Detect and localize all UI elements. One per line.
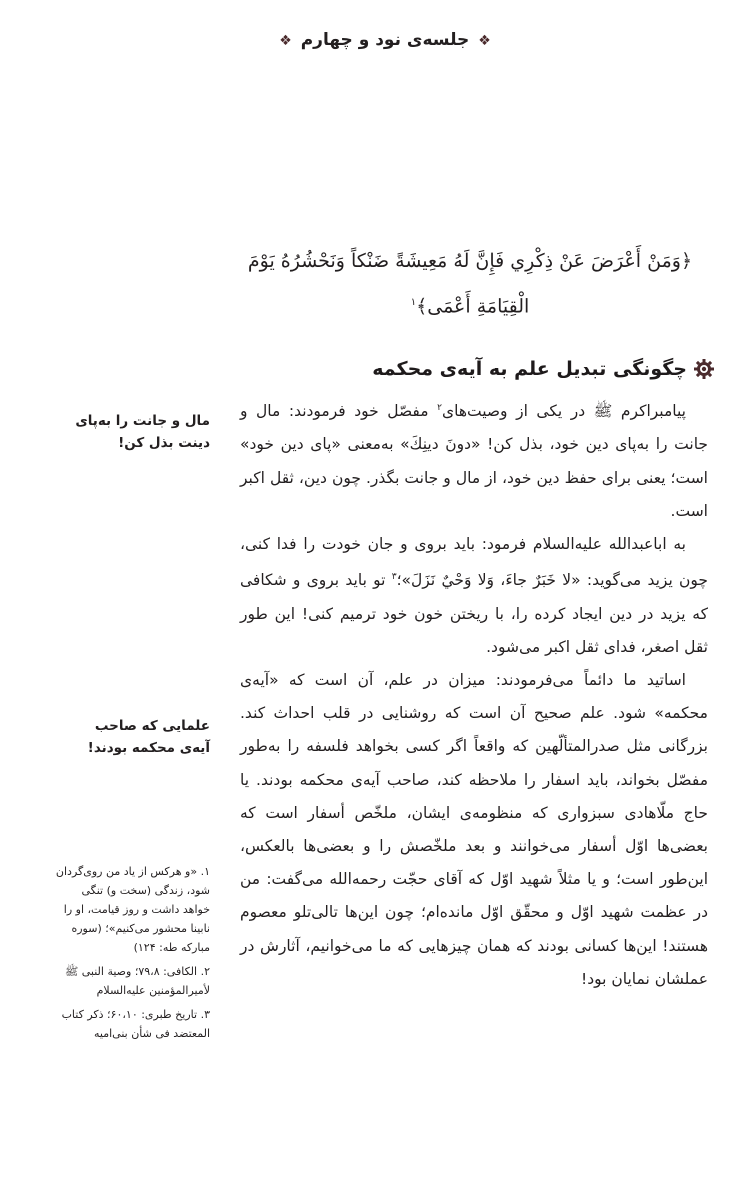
paragraph-text: اساتید ما دائماً می‌فرمودند: میزان در علم، آن است که «آیه‌ی محکمه» شود. علم صحیح آن است که روشنایی در قلب احداث کند. بزرگانی مثل صدرالمتألّهین که واقعاً اگر کسی بخواهد فلسفه را به‌طور مفصّل بخواند، باید اسفار را ملاحظه کند، صاحب آیه‌ی محکمه بودند. یا حاج ملّاهادی سبزواری که منظومه‌ی ایشان، ملخّص أسفار است که بعضی‌ها اوّل أسفار می‌خوانند و بعد ملخّصش را و بعضی‌ها بالعکس، این‌طور است؛ و یا مثلاً شهید اوّل که آقای حجّت رحمه‌الله می‌گفت: من در عظمت شهید اوّل و محقّق اوّل مانده‌ام؛ چون این‌ها تالی‌تلو معصوم هستند! این‌ها کسانی بودند که همان چیزهایی که ما می‌خوانیم، آثارش در عملشان نمایان بود!	[240, 670, 708, 988]
footnote-ref: ۳	[391, 572, 397, 583]
section-heading	[330, 358, 715, 380]
margin-note-line: علمایی که صاحب	[94, 718, 210, 734]
footnotes	[55, 862, 210, 1048]
footnote-ref: ۱	[410, 297, 417, 308]
quran-verse	[235, 240, 705, 327]
margin-note	[40, 410, 210, 454]
section-heading-text: چگونگی تبدیل علم به آیه‌ی محکمه	[372, 358, 687, 380]
ornament-icon: ❖	[478, 33, 491, 49]
footnote: ۱. «و هرکس از یاد من روی‌گردان شود، زندگی (سخت و) تنگی خواهد داشت و روز قیامت، او را نابینا محشور می‌کنیم»؛ (سوره مبارکه طه: ۱۲۴)	[55, 865, 210, 954]
paragraph	[240, 392, 708, 528]
verse-line-1	[235, 240, 705, 282]
paragraph	[240, 664, 708, 996]
footnote-ref: ۲	[437, 403, 442, 413]
paragraph	[240, 528, 708, 664]
margin-note	[40, 715, 210, 759]
running-head	[220, 30, 550, 50]
margin-note-line: دینت بذل کن!	[118, 435, 210, 451]
verse-line-2	[235, 282, 705, 327]
footnote: ۳. تاریخ طبری: ۶۰،۱۰؛ ذکر کتاب المعتضد فی شأن بنی‌امیه	[61, 1008, 210, 1040]
ornament-icon: ❖	[279, 33, 292, 49]
body-text	[240, 392, 708, 996]
verse-text-2: الْقِيَامَةِ أَعْمَى	[427, 295, 530, 318]
running-head-title: جلسه‌ی نود و چهارم	[300, 30, 470, 50]
paragraph-text: به اباعبدالله علیه‌السلام فرمود: باید بروی و جان خودت را فدا کنی، چون یزید می‌گوید: «لا خَبَرٌ جاءَ، وَلا وَحْيٌ نَزَلَ»؛	[240, 534, 709, 590]
paragraph-text: پیامبراکرم ﷺ در یکی از وصیت‌های	[441, 402, 686, 421]
footnote: ۲. الکافی: ۷۹،۸؛ وصیة النبی ﷺ لأمیرالمؤمنین علیه‌السلام	[64, 965, 210, 997]
verse-text-1: وَمَنْ أَعْرَضَ عَنْ ذِكْرِي فَإِنَّ لَهُ مَعِيشَةً ضَنْكاً وَنَحْشُرُهُ يَوْمَ	[247, 250, 681, 272]
paragraph-text: مفصّل خود فرمودند: مال و جانت را به‌پای دین خود، بذل کن! «دونَ دینِكَ» به‌معنی «پای دین خود» است؛ یعنی برای حفظ دین خود، از مال و جانت بگذر. چون دین، ثقل اکبر است.	[240, 402, 708, 520]
verse-open-bracket: ﴿	[680, 250, 693, 272]
paragraph-text: تو باید بروی و شکافی که یزید در دین ایجاد کرده را، با ریختن خون خود ترمیم کنی! این طور ثقل اصغر، فدای ثقل اکبر می‌شود.	[240, 571, 708, 656]
margin-note-line: آیه‌ی محکمه بودند!	[87, 740, 210, 756]
margin-note-line: مال و جانت را به‌پای	[75, 413, 210, 429]
verse-close-bracket: ﴾	[416, 295, 428, 318]
gear-icon	[693, 358, 715, 380]
